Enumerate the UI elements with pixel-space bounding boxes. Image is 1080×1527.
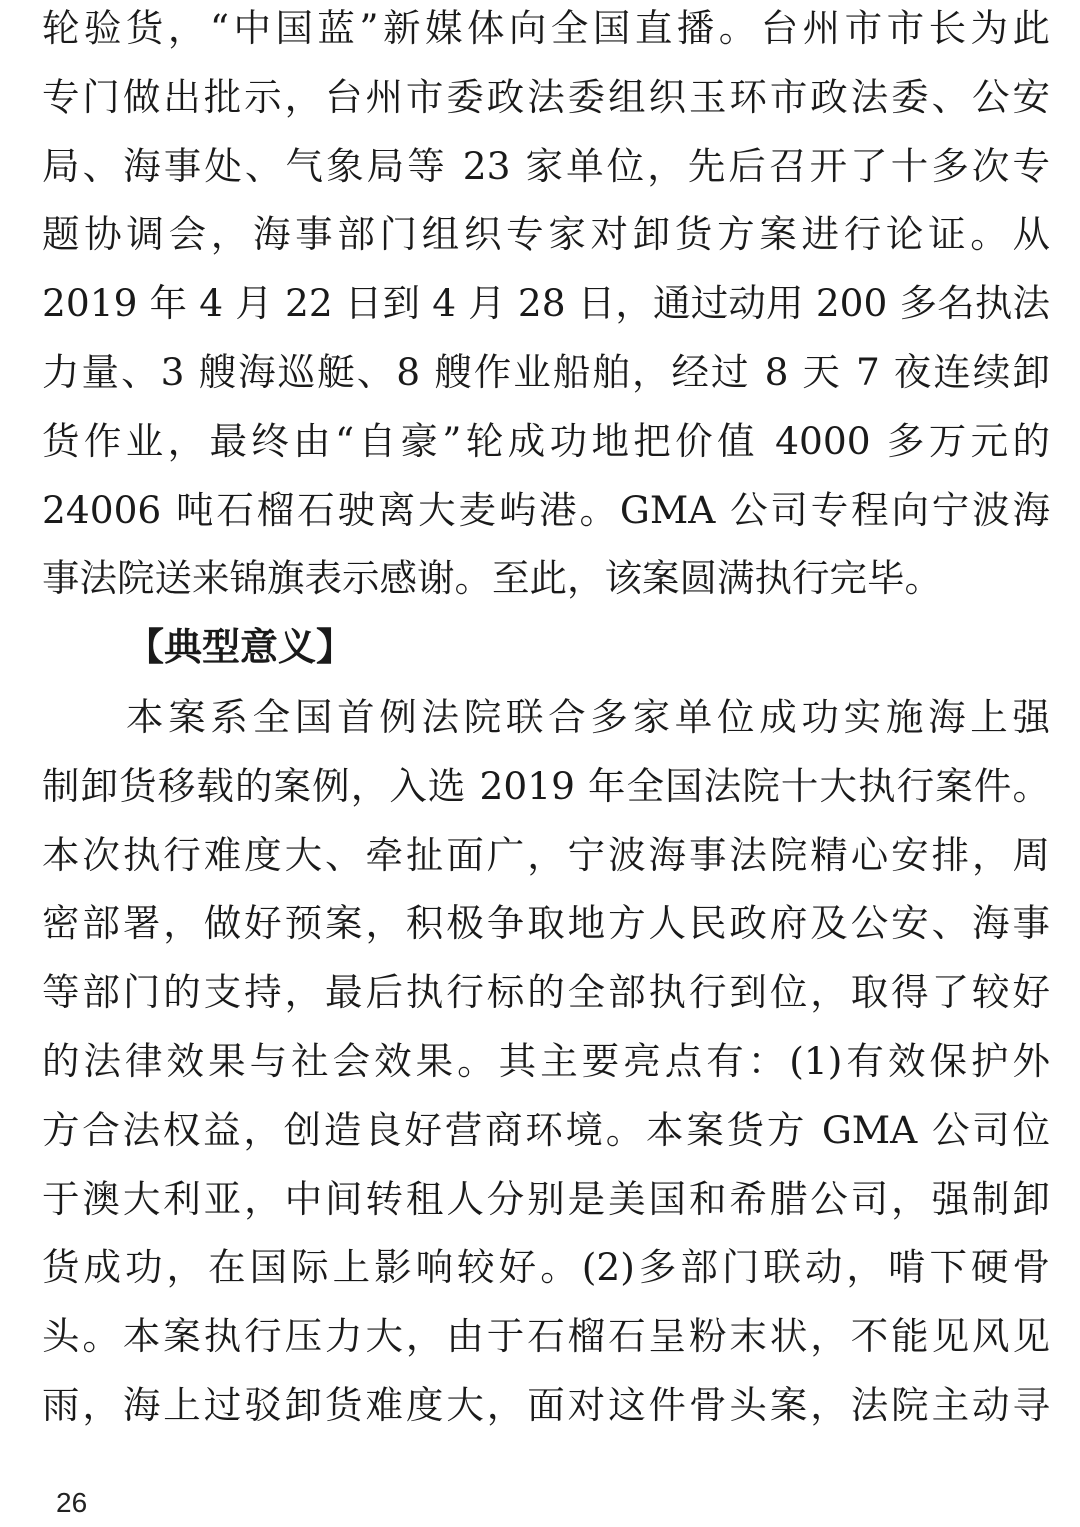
text-line: 24006 吨石榴石驶离大麦屿港。GMA 公司专程向宁波海 — [42, 487, 1050, 532]
text-line: 题协调会，海事部门组织专家对卸货方案进行论证。从 — [42, 212, 1050, 257]
text-line: 力量、3 艘海巡艇、8 艘作业船舶，经过 8 天 7 夜连续卸 — [42, 349, 1050, 394]
text-line: 2019 年 4 月 22 日到 4 月 28 日，通过动用 200 多名执法 — [42, 281, 1050, 326]
text-line: 头。本案执行压力大，由于石榴石呈粉末状，不能见风见 — [42, 1314, 1050, 1359]
text-line: 本案系全国首例法院联合多家单位成功实施海上强 — [126, 695, 1050, 739]
text-line: 事法院送来锦旗表示感谢。至此，该案圆满执行完毕。 — [42, 556, 942, 601]
paragraph-significance — [42, 689, 1050, 1446]
text-line: 方合法权益，创造良好营商环境。本案货方 GMA 公司位 — [42, 1107, 1050, 1152]
text-line: 于澳大利亚，中间转租人分别是美国和希腊公司，强制卸 — [42, 1176, 1050, 1221]
text-line: 雨，海上过驳卸货难度大，面对这件骨头案，法院主动寻 — [42, 1382, 1050, 1427]
text-line: 轮验货，“中国蓝”新媒体向全国直播。台州市市长为此 — [42, 6, 1050, 50]
paragraph-case-execution — [42, 0, 1050, 619]
text-line: 密部署，做好预案，积极争取地方人民政府及公安、海事 — [42, 901, 1050, 946]
text-line: 的法律效果与社会效果。其主要亮点有：(1)有效保护外 — [42, 1038, 1050, 1083]
page-number: 26 — [56, 1487, 88, 1518]
text-line: 货作业，最终由“自豪”轮成功地把价值 4000 多万元的 — [42, 418, 1050, 463]
section-heading: 【典型意义】 — [126, 625, 355, 669]
text-line: 本次执行难度大、牵扯面广，宁波海事法院精心安排，周 — [42, 832, 1050, 877]
text-line: 专门做出批示，台州市委政法委组织玉环市政法委、公安 — [42, 74, 1050, 119]
text-line: 货成功，在国际上影响较好。(2)多部门联动，啃下硬骨 — [42, 1245, 1050, 1290]
text-line: 等部门的支持，最后执行标的全部执行到位，取得了较好 — [42, 970, 1050, 1015]
text-line: 制卸货移载的案例，入选 2019 年全国法院十大执行案件。 — [42, 763, 1050, 808]
text-line: 局、海事处、气象局等 23 家单位，先后召开了十多次专 — [42, 143, 1050, 188]
